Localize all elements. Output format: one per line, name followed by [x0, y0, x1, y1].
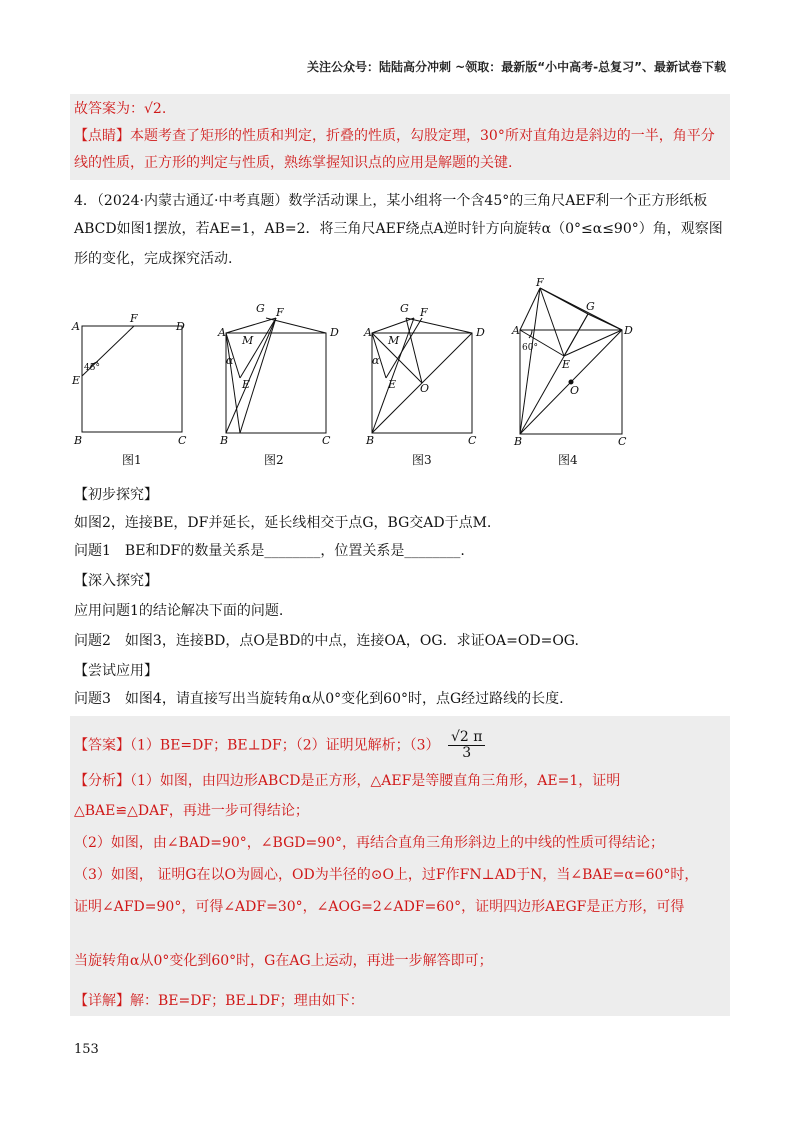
fig1-label-b: B	[74, 434, 83, 447]
prev-comment-line1: 【点睛】本题考查了矩形的性质和判定，折叠的性质，勾股定理，30°所对直角边是斜边的一半，角平分	[74, 128, 715, 144]
analysis-line1: 【分析】（1）如图，由四边形ABCD是正方形，△AEF是等腰直角三角形，AE=1，证明	[74, 773, 621, 789]
fig4-label-b: B	[514, 435, 523, 448]
fig1-label-a: A	[72, 320, 80, 333]
detail-line: 【详解】解：BE=DF；BE⊥DF；理由如下：	[74, 993, 364, 1009]
geometry-figures	[70, 278, 730, 468]
answer-numerator: √2 π	[448, 730, 485, 746]
fig2-label-alpha: α	[226, 354, 234, 367]
fig3-label-b: B	[366, 434, 375, 447]
fig2-label-c: C	[322, 434, 331, 447]
section-initial: 【初步探究】	[74, 487, 158, 503]
fig4-label-a: A	[512, 324, 520, 337]
figure-3	[363, 302, 485, 447]
fig2-label-e: E	[242, 378, 251, 391]
problem-line1: 4．（2024·内蒙古通辽·中考真题）数学活动课上，某小组将一个含45°的三角尺AEF利一个正方形纸板	[74, 193, 708, 209]
fig3-label-f: F	[420, 306, 428, 319]
fig4-label-60: 60°	[522, 343, 538, 353]
fig3-label-m: M	[388, 334, 400, 347]
fig3-label-d: D	[476, 326, 485, 339]
fig3-label-c: C	[468, 434, 477, 447]
fig4-caption: 图4	[558, 453, 578, 467]
fig2-label-d: D	[330, 326, 339, 339]
problem-line3: 形的变化，完成探究活动.	[74, 251, 233, 267]
fig4-label-c: C	[618, 435, 627, 448]
analysis-line5: 证明∠AFD=90°，可得∠ADF=30°，∠AOG=2∠ADF=60°，证明四边形AEGF是正方形，可得	[74, 899, 685, 915]
fig2-label-a: A	[218, 326, 226, 339]
analysis-line3: （2）如图，由∠BAD=90°，∠BGD=90°，再结合直角三角形斜边上的中线的性质可得结论；	[74, 835, 665, 851]
page-number: 153	[74, 1042, 99, 1057]
fig4-label-f: F	[536, 278, 544, 289]
question-3: 问题3 如图4，请直接写出当旋转角α从0°变化到60°时，点G经过路线的长度.	[74, 691, 564, 707]
fig4-label-g: G	[586, 300, 595, 313]
problem-line2: ABCD如图1摆放，若AE=1，AB=2．将三角尺AEF绕点A逆时针方向旋转α（0°≤α≤90°）角，观察图	[74, 221, 723, 237]
section-initial-text: 如图2，连接BE，DF并延长，延长线相交于点G，BG交AD于点M.	[74, 515, 492, 531]
fig4-label-o: O	[570, 384, 580, 397]
fig4-label-d: D	[624, 324, 633, 337]
figure-2	[217, 302, 339, 447]
fig3-label-g: G	[400, 302, 409, 315]
fig1-label-e: E	[72, 374, 81, 387]
fig4-label-e: E	[562, 358, 571, 371]
prev-comment-line2: 线的性质，正方形的判定与性质，熟练掌握知识点的应用是解题的关键.	[74, 155, 513, 171]
answer-denominator: 3	[462, 745, 472, 761]
fig3-label-o: O	[420, 382, 430, 395]
answer-text: （1）BE=DF；BE⊥DF；（2）证明见解析；（3）	[130, 737, 440, 754]
answer-line	[74, 730, 485, 761]
fig2-label-g: G	[256, 302, 265, 315]
fig3-label-e: E	[388, 378, 397, 391]
fig1-caption: 图1	[122, 453, 142, 467]
analysis-line4: （3）如图， 证明G在以O为圆心，OD为半径的⊙O上，过F作FN⊥AD于N，当∠BAE=α=60°时，	[74, 867, 699, 883]
fig2-label-b: B	[220, 434, 229, 447]
figure-1	[71, 312, 187, 447]
fig2-label-m: M	[242, 334, 254, 347]
figure-4	[511, 278, 633, 448]
analysis-line2: △BAE≌△DAF，再进一步可得结论；	[74, 803, 309, 819]
fig2-label-f: F	[276, 306, 284, 319]
fig2-caption: 图2	[264, 453, 284, 467]
fig3-caption: 图3	[412, 453, 432, 467]
fig1-label-f: F	[130, 312, 138, 325]
answer-fraction	[448, 730, 485, 761]
answer-tag: 【答案】	[74, 737, 130, 754]
fig1-label-d: D	[176, 320, 185, 333]
prev-answer: 故答案为：√2.	[74, 101, 167, 117]
fig1-label-c: C	[178, 434, 187, 447]
analysis-line6: 当旋转角α从0°变化到60°时，G在AG上运动，再进一步解答即可；	[74, 953, 493, 969]
section-deep: 【深入探究】	[74, 573, 158, 589]
question-1: 问题1 BE和DF的数量关系是________，位置关系是________.	[74, 543, 465, 559]
section-deep-text: 应用问题1的结论解决下面的问题.	[74, 603, 284, 619]
section-apply: 【尝试应用】	[74, 663, 158, 679]
fig3-label-alpha: α	[372, 354, 380, 367]
fig3-label-a: A	[364, 326, 372, 339]
question-2: 问题2 如图3，连接BD，点O是BD的中点，连接OA，OG．求证OA=OD=OG.	[74, 633, 579, 649]
page-header: 关注公众号：陆陆高分冲刺 ~领取：最新版“小中高考-总复习”、最新试卷下载	[307, 60, 726, 74]
fig1-label-45: 45°	[84, 363, 100, 373]
